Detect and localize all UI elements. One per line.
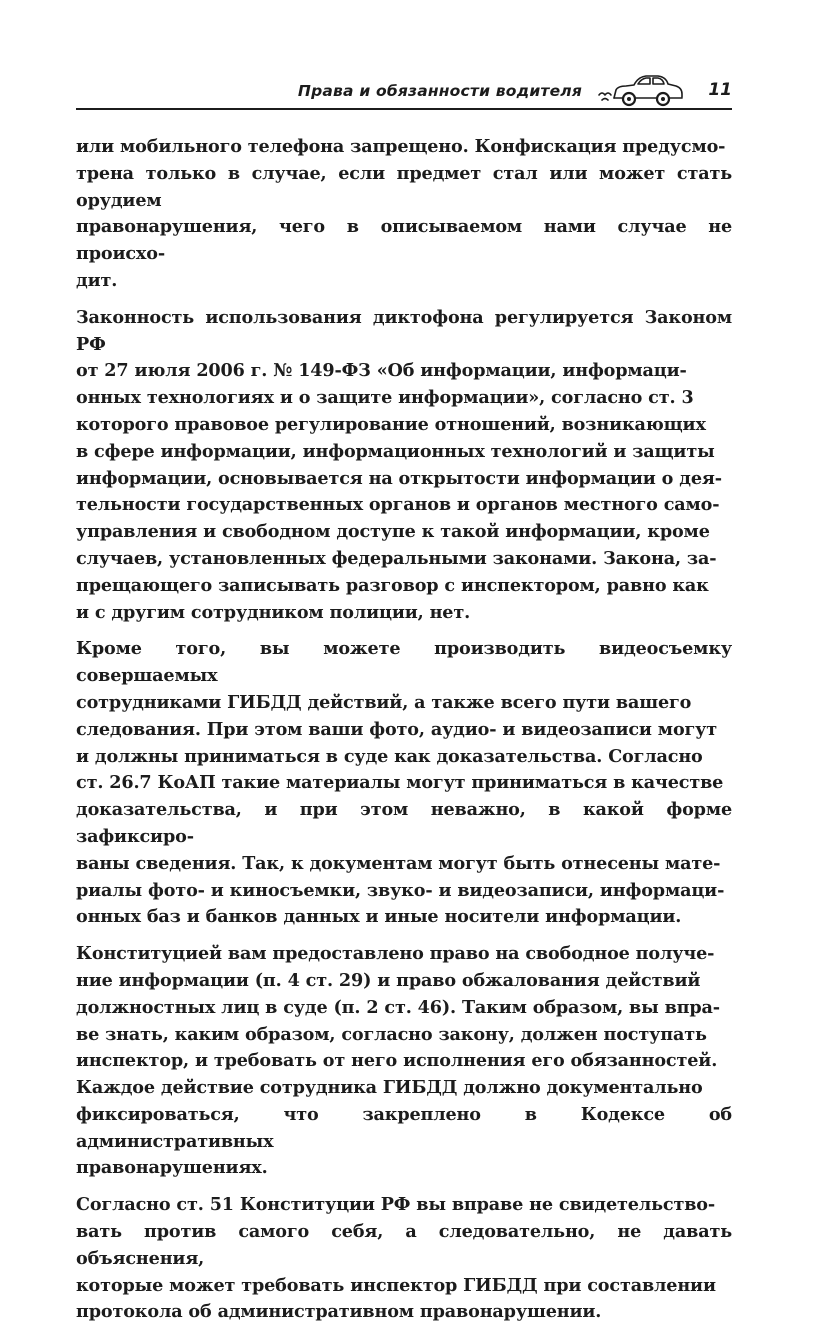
- page-header: [76, 72, 732, 110]
- page-number: 11: [708, 80, 732, 100]
- paragraph: Законность использования диктофона регулируется Законом РФ от 27 июля 2006 г. № 149-ФЗ «Об информации, информаци- онных технологиях и о защите информации», согласно ст. 3 которого правовое регулирование отношений, возникающих в сфере информации, информационных технологий и защиты информации, основывается на открытости информации о дея- тельности государственных органов и органов местного само- управления и свободном доступе к такой информации, кроме случаев, установленных федеральными законами. Закона, за- прещающего записывать разговор с инспектором, равно как и с другим сотрудником полиции, нет.: [76, 306, 732, 623]
- paragraph: Конституцией вам предоставлено право на свободное получе- ние информации (п. 4 ст. 29) и право обжалования действий должностных лиц в суде (п. 2 ст. 46). Таким образом, вы впра- ве знать, каким образом, согласно закону, должен поступать инспектор, и требовать от него исполнения его обязанностей. Каждое действие сотрудника ГИБДД должно документально фиксироваться, что закреплено в Кодексе об административных правонарушениях.: [76, 943, 732, 1179]
- car-icon: [596, 72, 688, 108]
- header-rule: [76, 108, 732, 110]
- paragraph: или мобильного телефона запрещено. Конфискация предусмо- трена только в случае, если предмет стал или может стать орудием правонарушения, чего в описываемом нами случае не происхо- дит.: [76, 136, 732, 291]
- running-title: Права и обязанности водителя: [297, 82, 582, 100]
- paragraph: Кроме того, вы можете производить видеосъемку совершаемых сотрудниками ГИБДД действий, а также всего пути вашего следования. При этом ваши фото, аудио- и видеозаписи могут и должны приниматься в суде как доказательства. Согласно ст. 26.7 КоАП такие материалы могут приниматься в качестве доказательства, и при этом неважно, в какой форме зафиксиро- ваны сведения. Так, к документам могут быть отнесены мате- риалы фото- и киносъемки, звуко- и видеозаписи, информаци- онных баз и банков данных и иные носители информации.: [76, 638, 732, 928]
- paragraph: Согласно ст. 51 Конституции РФ вы вправе не свидетельство- вать против самого себя, а следовательно, не давать объяснения, которые может требовать инспектор ГИБДД при составлении протокола об административном правонарушении.: [76, 1194, 732, 1323]
- page-body: [76, 134, 732, 1336]
